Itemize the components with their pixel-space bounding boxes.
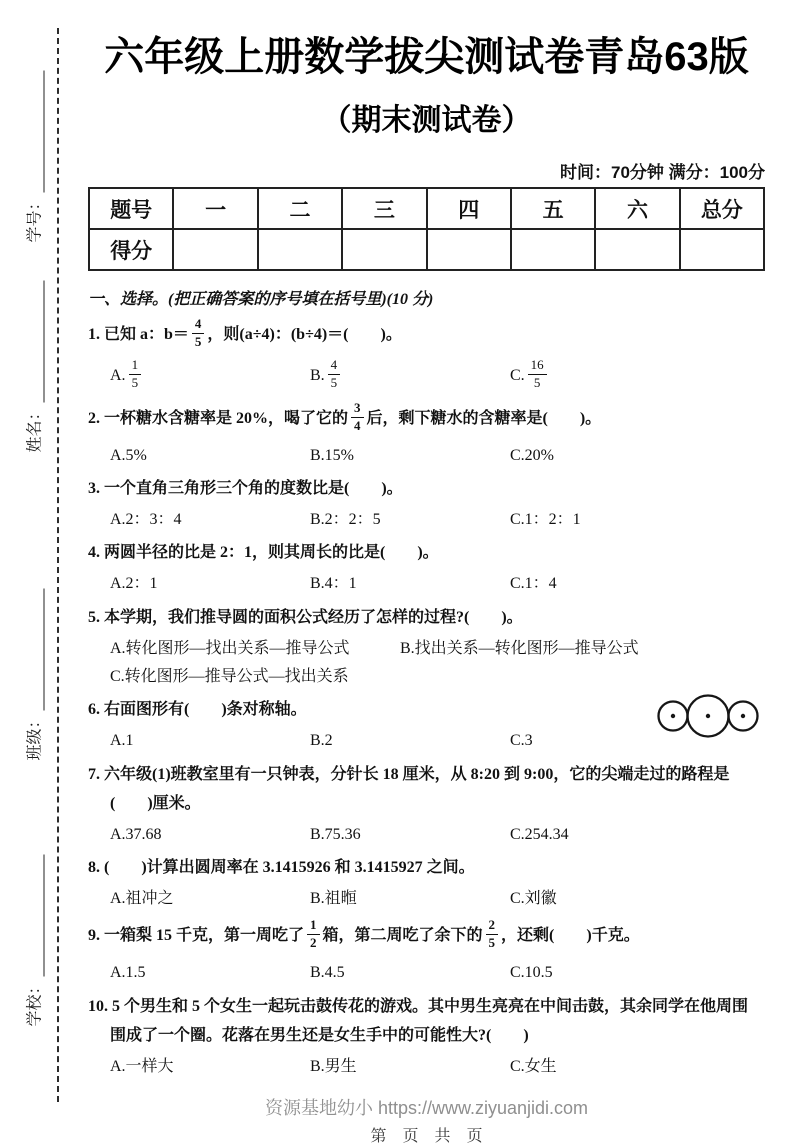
score-cell (427, 229, 511, 270)
score-table-header-cell: 一 (173, 188, 257, 229)
option-b: B.2 (310, 732, 333, 750)
score-table-header-cell: 六 (595, 188, 679, 229)
option-a: A.一样大 (110, 1057, 174, 1075)
option-b: B.15% (310, 446, 354, 464)
score-table-header-cell: 五 (511, 188, 595, 229)
option-b: B.4：1 (310, 575, 357, 593)
question-number: 6. (88, 701, 100, 719)
question-text: 7. 六年级(1)班教室里有一只钟表，分针长 18 厘米，从 8:20 到 9:00，它的尖端走过的路程是 (88, 765, 730, 783)
option-c: C.254.34 (510, 825, 569, 843)
option-b: B.2：2：5 (310, 511, 381, 528)
score-table-score-row (89, 229, 764, 270)
fraction: $\frac{2}{5}$ (486, 918, 499, 951)
exam-meta: 时间：70分钟 满分：100分 (560, 163, 765, 182)
question-7 (88, 763, 765, 847)
score-cell (342, 229, 426, 270)
question-9 (88, 917, 765, 984)
question-number: 8. (88, 859, 100, 877)
score-cell (595, 229, 679, 270)
question-4 (88, 541, 765, 595)
fraction: $\frac{4}{5}$ (192, 317, 205, 350)
footer-page-indicator: 第 页 共 页 (370, 1128, 483, 1146)
options-row (88, 961, 765, 984)
question-number: 10. (88, 997, 108, 1015)
options-row (88, 637, 765, 660)
page-title: 六年级上册数学拔尖测试卷青岛63版 (104, 35, 749, 79)
score-table-header-cell: 总分 (680, 188, 764, 229)
question-number: 7. (88, 765, 100, 783)
option-a: A.1 (110, 732, 134, 750)
question-number: 3. (88, 479, 100, 497)
question-text: 5. 本学期，我们推导圆的面积公式经历了怎样的过程?( )。 (88, 608, 523, 626)
score-table-header-row (89, 188, 764, 229)
option-a: A.5% (110, 446, 147, 464)
fraction: $\frac{16}{5}$ (528, 358, 547, 391)
sidebar-field-class (22, 589, 45, 761)
option-c: C. $\frac{16}{5}$ (510, 360, 765, 393)
option-a: A.祖冲之 (110, 890, 174, 908)
question-5 (88, 606, 765, 689)
question-text-continued: ( )厘米。 (110, 794, 201, 812)
page-subtitle: （期末测试卷） (321, 104, 532, 137)
option-c: C.3 (510, 732, 533, 750)
option-c: C.转化图形—推导公式—找出关系 (110, 667, 349, 685)
footer-site-line (88, 1094, 765, 1120)
option-c: C.1：4 (510, 575, 557, 593)
question-text: 6. 右面图形有( )条对称轴。 (88, 701, 307, 719)
fraction: $\frac{4}{5}$ (328, 358, 341, 391)
score-table (88, 187, 765, 271)
name-blank-line (28, 281, 45, 403)
question-text: 3. 一个直角三角形三个角的度数比是( )。 (88, 479, 403, 497)
question-text-continued: 围成了一个圈。花落在男生还是女生手中的可能性大?( ) (110, 1026, 529, 1044)
question-number: 2. (88, 409, 100, 427)
score-cell (258, 229, 342, 270)
score-cell (173, 229, 257, 270)
question-text: 9. 一箱梨 15 千克，第一周吃了 $\frac{1}{2}$ 箱，第二周吃了余下的 $\frac{2}{5}$ ，还剩( )千克。 (88, 917, 640, 951)
option-c: C.1：2：1 (510, 511, 581, 528)
option-b: B.祖暅 (310, 890, 357, 908)
class-label: 班级： (26, 712, 44, 761)
section-heading: 一、选择。(把正确答案的序号填在括号里)(10 分) (88, 291, 434, 308)
student-id-label: 学号： (26, 194, 44, 243)
footer-brand: 资源基地幼小 (264, 1098, 373, 1119)
option-a: A.1.5 (110, 964, 146, 982)
sidebar-field-name (22, 281, 45, 453)
question-3 (88, 477, 765, 531)
sidebar-field-school (22, 855, 45, 1027)
question-2 (88, 399, 765, 467)
question-text: 4. 两圆半径的比是 2：1，则其周长的比是( )。 (88, 544, 439, 562)
question-text: 10. 5 个男生和 5 个女生一起玩击鼓传花的游戏。其中男生亮亮在中间击鼓，其余同学在他周围 (88, 997, 749, 1015)
class-blank-line (28, 589, 45, 711)
score-cell (511, 229, 595, 270)
school-blank-line (28, 855, 45, 977)
question-number: 5. (88, 608, 100, 626)
question-number: 4. (88, 544, 100, 562)
options-row (88, 572, 765, 595)
question-number: 1. (88, 326, 100, 344)
option-c: C.10.5 (510, 964, 553, 982)
option-c: C.女生 (510, 1057, 557, 1075)
options-row (88, 665, 765, 688)
exam-paper (88, 0, 765, 1146)
symmetry-circles-figure (655, 692, 761, 740)
option-c: C.20% (510, 446, 554, 464)
option-c: C.刘徽 (510, 890, 557, 908)
name-label: 姓名： (26, 404, 44, 453)
score-cell (680, 229, 764, 270)
footer-url-link[interactable]: https://www.ziyuanjidi.com (377, 1098, 589, 1119)
score-row-label: 得分 (89, 229, 173, 270)
option-b: B.男生 (310, 1057, 357, 1075)
option-b: B.75.36 (310, 825, 361, 843)
score-table-header-cell: 二 (258, 188, 342, 229)
question-text: 2. 一杯糖水含糖率是 20%，喝了它的 $\frac{3}{4}$ 后，剩下糖水的含糖率是( )。 (88, 399, 602, 433)
question-6 (88, 698, 765, 752)
sidebar-field-student-id (22, 71, 45, 243)
student-id-blank-line (28, 71, 45, 193)
question-8 (88, 856, 765, 910)
options-row (88, 508, 765, 531)
options-row (88, 887, 765, 910)
sidebar-dashed-divider (57, 28, 59, 1102)
option-a: A.2：1 (110, 575, 158, 593)
question-1 (88, 316, 765, 393)
option-a: A.37.68 (110, 825, 162, 843)
option-a: A.2：3：4 (110, 511, 182, 528)
page-footer (88, 1094, 765, 1146)
options-row (88, 444, 765, 467)
question-10 (88, 995, 765, 1079)
fraction: $\frac{1}{2}$ (307, 918, 320, 951)
school-label: 学校： (26, 978, 44, 1027)
options-row (88, 1055, 765, 1078)
question-text: 8. ( )计算出圆周率在 3.1415926 和 3.1415927 之间。 (88, 859, 475, 877)
option-a: A.转化图形—找出关系—推导公式 (110, 639, 350, 657)
options-row (88, 356, 765, 393)
score-table-header-cell: 四 (427, 188, 511, 229)
option-b: B. $\frac{4}{5}$ (310, 360, 510, 393)
option-a: A. $\frac{1}{5}$ (110, 360, 310, 393)
option-b: B.4.5 (310, 964, 345, 982)
fraction: $\frac{3}{4}$ (351, 401, 364, 434)
options-row (88, 823, 765, 846)
option-b: B.找出关系—转化图形—推导公式 (400, 639, 639, 657)
score-table-header-cell: 题号 (89, 188, 173, 229)
fraction: $\frac{1}{5}$ (129, 358, 142, 391)
question-text: 1. 已知 a：b＝ $\frac{4}{5}$ ，则(a÷4)：(b÷4)＝( )。 (88, 316, 402, 349)
score-table-header-cell: 三 (342, 188, 426, 229)
question-number: 9. (88, 927, 100, 945)
